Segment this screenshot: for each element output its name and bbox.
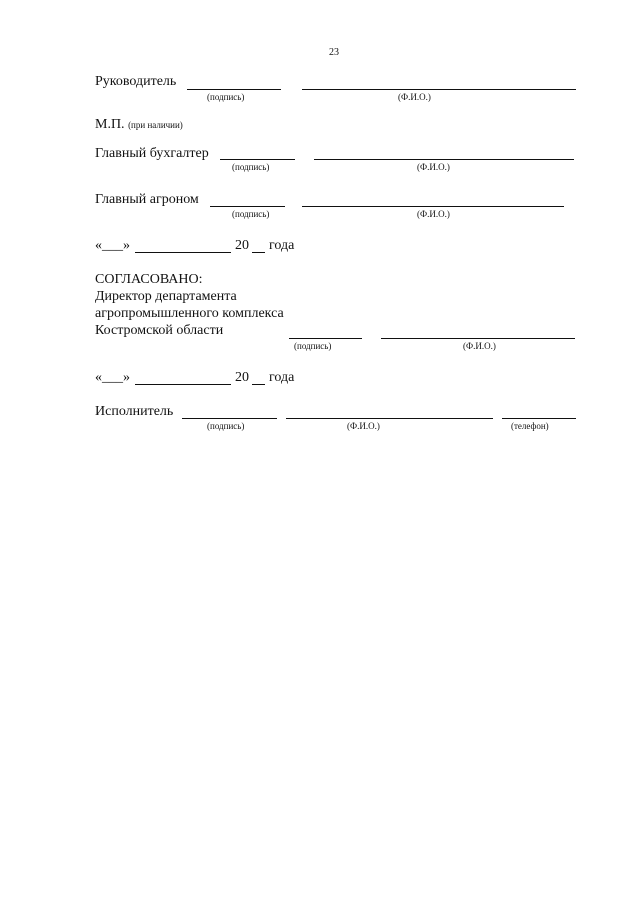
agreed-title: СОГЛАСОВАНО: bbox=[95, 272, 203, 287]
executor-signature-line[interactable] bbox=[182, 418, 277, 419]
executor-label: Исполнитель bbox=[95, 404, 174, 419]
date-year-line-1[interactable] bbox=[252, 252, 265, 253]
date-year-line-2[interactable] bbox=[252, 384, 265, 385]
date-year-prefix-1: 20 bbox=[235, 238, 249, 253]
agreed-line-2: агропромышленного комплекса bbox=[95, 306, 284, 321]
head-fio-caption: (Ф.И.О.) bbox=[398, 92, 431, 102]
head-signature-line[interactable] bbox=[187, 89, 281, 90]
date-month-line-2[interactable] bbox=[135, 384, 231, 385]
date-month-line-1[interactable] bbox=[135, 252, 231, 253]
page-number: 23 bbox=[329, 47, 339, 58]
chief-accountant-signature-line[interactable] bbox=[220, 159, 295, 160]
chief-agronomist-signature-caption: (подпись) bbox=[232, 209, 270, 219]
date-year-suffix-2: года bbox=[269, 370, 295, 385]
chief-agronomist-fio-caption: (Ф.И.О.) bbox=[417, 209, 450, 219]
chief-agronomist-signature-line[interactable] bbox=[210, 206, 285, 207]
executor-phone-line[interactable] bbox=[502, 418, 576, 419]
date-open-quote-2: «___» bbox=[95, 370, 130, 385]
chief-accountant-fio-caption: (Ф.И.О.) bbox=[417, 162, 450, 172]
date-year-prefix-2: 20 bbox=[235, 370, 249, 385]
chief-accountant-signature-caption: (подпись) bbox=[232, 162, 270, 172]
agreed-line-3: Костромской области bbox=[95, 323, 224, 338]
chief-accountant-fio-line[interactable] bbox=[314, 159, 574, 160]
agreed-fio-caption: (Ф.И.О.) bbox=[463, 341, 496, 351]
chief-agronomist-label: Главный агроном bbox=[95, 192, 199, 207]
head-label: Руководитель bbox=[95, 74, 177, 89]
head-signature-caption: (подпись) bbox=[207, 92, 245, 102]
stamp-note: (при наличии) bbox=[128, 120, 183, 130]
head-fio-line[interactable] bbox=[302, 89, 576, 90]
executor-phone-caption: (телефон) bbox=[511, 421, 549, 431]
date-year-suffix-1: года bbox=[269, 238, 295, 253]
executor-fio-caption: (Ф.И.О.) bbox=[347, 421, 380, 431]
stamp-main: М.П. bbox=[95, 117, 125, 132]
agreed-signature-line[interactable] bbox=[289, 338, 362, 339]
date-open-quote-1: «___» bbox=[95, 238, 130, 253]
agreed-signature-caption: (подпись) bbox=[294, 341, 332, 351]
stamp-label bbox=[95, 117, 183, 133]
executor-signature-caption: (подпись) bbox=[207, 421, 245, 431]
executor-fio-line[interactable] bbox=[286, 418, 493, 419]
agreed-fio-line[interactable] bbox=[381, 338, 575, 339]
chief-agronomist-fio-line[interactable] bbox=[302, 206, 564, 207]
agreed-line-1: Директор департамента bbox=[95, 289, 237, 304]
chief-accountant-label: Главный бухгалтер bbox=[95, 146, 209, 161]
